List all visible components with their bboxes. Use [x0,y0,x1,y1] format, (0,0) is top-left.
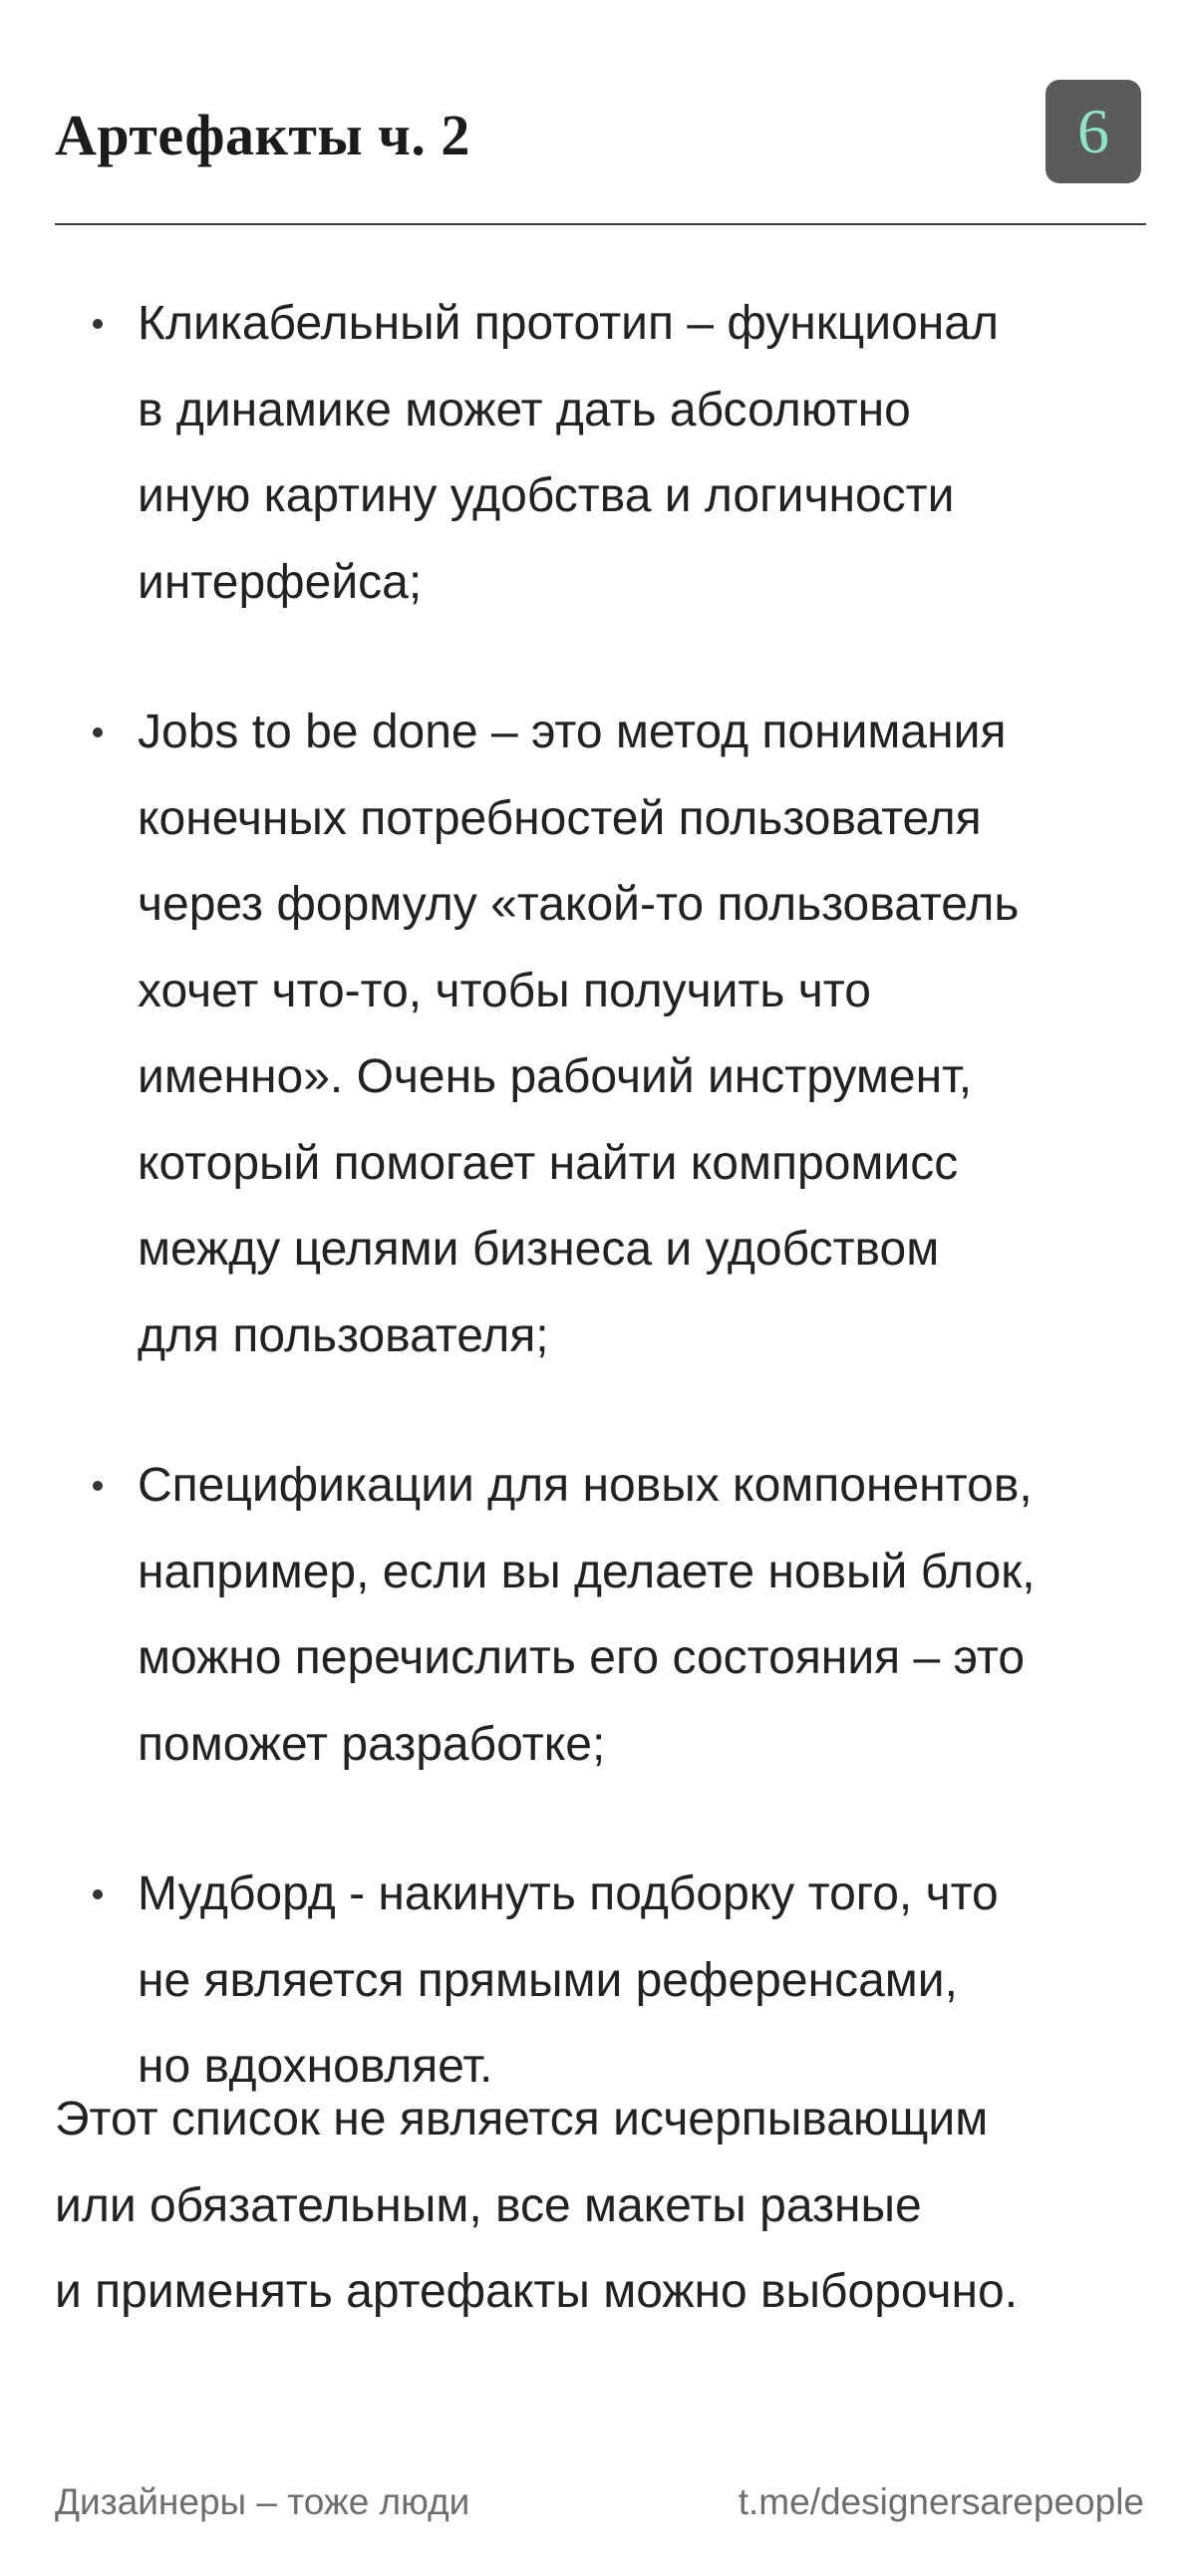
list-item-jobs-to-be-done [55,690,1151,1379]
list-item-line: для пользователя; [138,1308,549,1362]
list-item-line: не является прямыми референсами, [138,1953,958,2007]
list-item-moodboard [55,1852,1151,2111]
list-item-line: например, если вы делаете новый блок, [138,1545,1036,1598]
bullet-dot-icon [93,1481,103,1491]
list-item-line: иную картину удобства и логичности [138,469,955,522]
slide-title: Артефакты ч. 2 [55,103,470,167]
list-item-specifications [55,1443,1151,1788]
list-item-line: между целями бизнеса и удобством [138,1223,940,1276]
header-divider [55,223,1146,225]
summary-line: или обязательным, все макеты разные [55,2178,922,2232]
list-item-clickable-prototype [55,281,1151,626]
list-item-line: который помогает найти компромисс [138,1136,959,1190]
list-item-line: Мудборд - накинуть подборку того, что [138,1867,999,1920]
list-item-line: Спецификации для новых компонентов, [138,1459,1033,1512]
list-item-line: но вдохновляет. [138,2040,493,2093]
slide-header [55,80,1141,189]
footer-author: Дизайнеры – тоже люди [55,2481,470,2522]
summary-line: и применять артефакты можно выборочно. [55,2265,1019,2318]
list-item-line: через формулу «такой-то пользователь [138,878,1020,931]
list-item-line: именно». Очень рабочий инструмент, [138,1050,973,1103]
bullet-dot-icon [93,1889,103,1899]
list-item-line: можно перечислить его состояния – это [138,1631,1026,1684]
page-number-badge [1046,80,1141,183]
list-item-line: хочет что-то, чтобы получить что [138,964,871,1017]
list-item-line: интерфейса; [138,555,423,609]
page-number: 6 [1077,96,1109,166]
artifact-list [55,281,1151,2174]
list-item-line: Jobs to be done – это метод понимания [138,706,1007,758]
list-item-line: конечных потребностей пользователя [138,791,982,845]
list-item-line: в динамике может дать абсолютно [138,383,911,436]
summary-paragraph [55,2077,1151,2336]
bullet-dot-icon [93,727,103,737]
bullet-dot-icon [93,319,103,329]
list-item-line: Кликабельный прототип – функционал [138,297,999,350]
list-item-line: поможет разработке; [138,1717,606,1771]
summary-line: Этот список не является исчерпывающим [55,2093,989,2146]
footer-channel-link[interactable]: t.me/designersarepeople [738,2481,1144,2522]
